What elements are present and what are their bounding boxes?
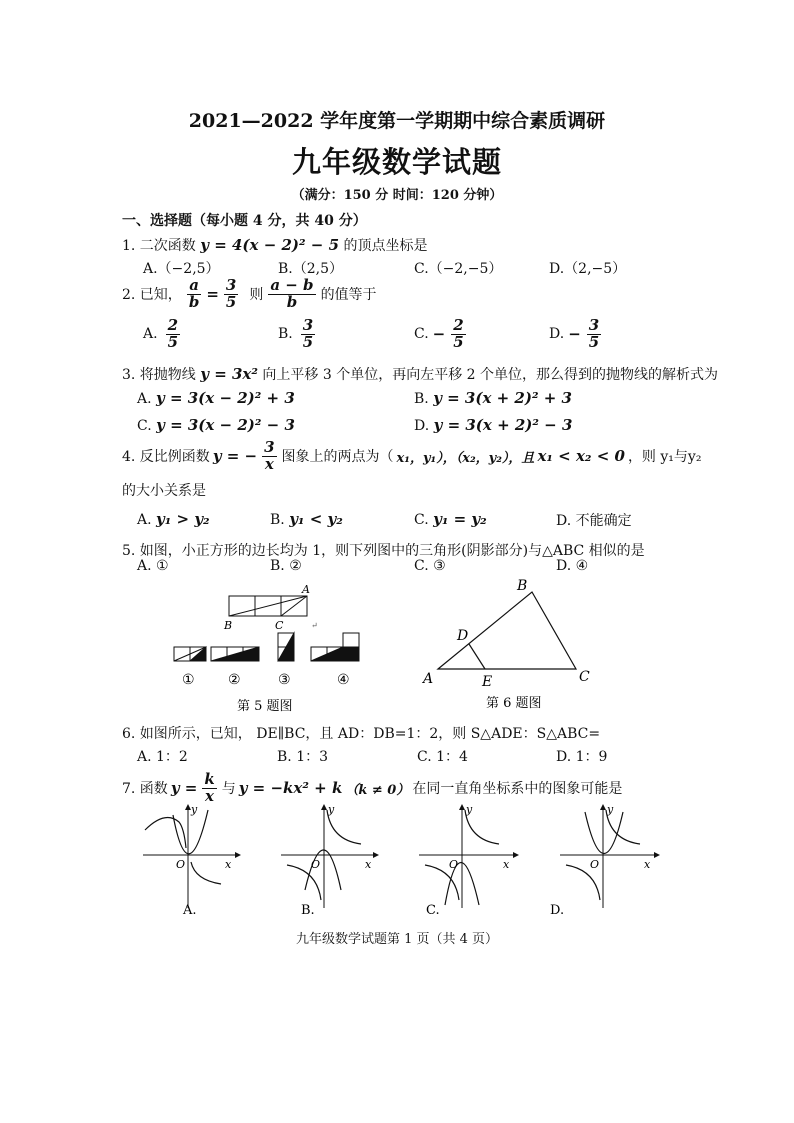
- q6-caption: 第 6 题图: [486, 696, 542, 711]
- q4-stem-post: ，则 y₁与y₂: [627, 449, 702, 466]
- q2-frac-35: [224, 278, 238, 311]
- q2-stem-post: 的值等于: [320, 287, 377, 304]
- q2-frac-35-den: 5: [225, 292, 237, 311]
- q2-option-a-num: 2: [167, 316, 178, 334]
- q7-b-label: B.: [301, 903, 315, 918]
- q5-option-figure-4: [311, 633, 359, 661]
- q4-stem-mid: 图象上的两点为（: [281, 449, 394, 466]
- q7-frac-den: x: [205, 786, 214, 805]
- q7-b-origin: O: [311, 858, 321, 871]
- q5-circled-2: ②: [228, 672, 241, 688]
- q5-option-d[interactable]: D. ④: [556, 558, 589, 574]
- q2-option-a-frac: [166, 318, 180, 351]
- q4-frac-den: x: [264, 454, 274, 473]
- q5-circled-1: ①: [182, 672, 195, 688]
- q5-fig4-top: [343, 633, 359, 647]
- q2-option-a-label: A.: [143, 326, 158, 343]
- q7-b-x-label: x: [365, 858, 372, 871]
- q3-stem-post: 向上平移 3 个单位，再向左平移 2 个单位，那么得到的抛物线的解析式为: [262, 367, 719, 383]
- q4-option-c-label: C.: [414, 512, 429, 528]
- q2-option-c-label: C.: [414, 326, 429, 343]
- q2-frac-target: [268, 278, 315, 311]
- q2-frac-35-num: 3: [225, 276, 237, 294]
- q3-option-c[interactable]: [137, 416, 295, 434]
- q7-formula-pre: y =: [170, 779, 198, 798]
- exam-subject-title: 九年级数学试题: [291, 145, 502, 179]
- question-6-stem: 6. 如图所示，已知， DE∥BC，且 AD：DB=1：2，则 S△ADE：S△ABC=: [122, 726, 601, 742]
- q2-option-a-den: 5: [167, 332, 178, 351]
- q7-a-x-label: x: [225, 858, 232, 871]
- q3-option-b-formula: y = 3(x + 2)² + 3: [433, 389, 572, 407]
- q5-option-a[interactable]: A. ①: [137, 558, 169, 574]
- q3-option-b[interactable]: [414, 389, 572, 407]
- q6-label-b: B: [517, 578, 528, 594]
- q3-option-d-formula: y = 3(x + 2)² − 3: [433, 416, 573, 434]
- q2-option-b-den: 5: [302, 332, 314, 351]
- q2-frac-ab-num: a: [189, 276, 199, 294]
- q7-d-y-label: y: [607, 803, 614, 816]
- exam-info: （满分：150 分 时间：120 分钟）: [291, 188, 503, 203]
- q4-stem-pre: 4. 反比例函数: [122, 449, 210, 466]
- q7-a-label: A.: [183, 903, 197, 918]
- q4-option-c-formula: y₁ = y₂: [433, 510, 487, 528]
- q5-option-b[interactable]: B. ②: [270, 558, 302, 574]
- q2-stem-pre: 2. 已知，: [122, 287, 182, 304]
- q3-formula: y = 3x²: [200, 365, 258, 383]
- q3-option-d[interactable]: [414, 416, 572, 434]
- question-1-stem: [122, 235, 428, 255]
- q4-frac-num: 3: [264, 438, 275, 456]
- q5-ab-line: [229, 596, 307, 616]
- q6-label-a: A: [423, 671, 434, 687]
- q1-formula: y = 4(x − 2)² − 5: [200, 236, 340, 254]
- q2-option-b-num: 3: [302, 316, 314, 334]
- q7-graph-d[interactable]: [550, 803, 659, 918]
- q2-eq: =: [206, 285, 219, 304]
- q2-option-c-frac: [451, 318, 465, 351]
- q7-c-x-label: x: [503, 858, 510, 871]
- q4-option-c[interactable]: [414, 510, 487, 528]
- q2-frac-ab-den: b: [188, 292, 200, 311]
- q1-option-b[interactable]: B.（2,5）: [278, 261, 344, 277]
- q2-frac-target-den: b: [286, 292, 298, 311]
- q5-fig1-shade: [190, 647, 206, 661]
- q5-fig2-shade: [211, 647, 259, 661]
- q6-option-d[interactable]: D. 1：9: [556, 749, 608, 765]
- q4-option-d-text: 不能确定: [575, 513, 632, 529]
- q7-a-origin: O: [176, 858, 186, 871]
- q7-d-label: D.: [550, 903, 565, 918]
- q7-c-y-label: y: [466, 803, 473, 816]
- section-heading: 一、选择题（每小题 4 分，共 40 分）: [122, 213, 367, 229]
- q2-mid: 则: [249, 287, 264, 304]
- q7-b-y-label: y: [328, 803, 335, 816]
- q4-option-b-label: B.: [270, 512, 285, 528]
- q2-frac-target-num: a − b: [270, 276, 314, 294]
- q7-frac-num: k: [204, 770, 215, 788]
- q4-option-a[interactable]: [137, 510, 210, 528]
- q4-option-b-formula: y₁ < y₂: [289, 510, 343, 528]
- q4-points: x₁，y₁），（x₂，y₂），且: [396, 450, 535, 466]
- q5-option-figure-3: [278, 633, 294, 661]
- q2-option-c[interactable]: [414, 318, 468, 351]
- q2-option-b-frac: [301, 318, 315, 351]
- q1-option-c[interactable]: C.（−2,−5）: [414, 261, 503, 277]
- q4-condition: x₁ < x₂ < 0: [537, 447, 625, 466]
- q2-option-c-den: 5: [453, 332, 464, 351]
- q5-option-c[interactable]: C. ③: [414, 558, 446, 574]
- q5-return-mark: ↵: [311, 621, 318, 630]
- q7-c-label: C.: [426, 903, 440, 918]
- question-4-stem: [122, 440, 701, 473]
- q7-condition: （k ≠ 0）: [345, 782, 410, 798]
- q6-label-c: C: [579, 669, 590, 685]
- q5-label-b: B: [224, 619, 233, 632]
- exam-title: 2021—2022 学年度第一学期期中综合素质调研: [188, 110, 606, 132]
- q1-stem-post: 的顶点坐标是: [343, 238, 428, 254]
- q1-option-d[interactable]: D.（2,−5）: [549, 261, 627, 277]
- q7-graph-b[interactable]: [281, 803, 378, 918]
- q3-option-d-label: D.: [414, 418, 430, 434]
- q7-stem-pre: 7. 函数: [122, 781, 168, 798]
- q2-option-c-num: 2: [453, 316, 464, 334]
- q6-segment-de: [469, 644, 485, 669]
- question-5-stem: 5. 如图，小正方形的边长均为 1，则下列图中的三角形(阴影部分)与△ABC 相似的是: [122, 543, 645, 559]
- q2-option-c-sign: −: [432, 325, 446, 344]
- q7-a-parabola: [173, 810, 208, 854]
- q7-d-origin: O: [590, 858, 600, 871]
- q5-abc-grid: [229, 596, 307, 616]
- question-3-stem: [122, 364, 718, 384]
- q3-option-a-label: A.: [137, 391, 152, 407]
- q3-option-c-label: C.: [137, 418, 152, 434]
- q2-option-d-label: D.: [549, 326, 565, 343]
- q1-stem-pre: 1. 二次函数: [122, 238, 196, 254]
- q6-figure: [418, 575, 608, 715]
- q2-option-d[interactable]: [549, 318, 603, 351]
- q3-option-a[interactable]: [137, 389, 295, 407]
- q2-option-d-den: 5: [588, 332, 600, 351]
- q6-label-d: D: [457, 628, 469, 644]
- q2-option-b-label: B.: [278, 326, 293, 343]
- q7-stem-post: 在同一直角坐标系中的图象可能是: [412, 781, 623, 798]
- q4-option-b[interactable]: [270, 510, 343, 528]
- q2-option-d-frac: [587, 318, 601, 351]
- q2-frac-ab: [187, 278, 202, 311]
- q5-fig4-shade: [311, 647, 359, 661]
- question-2-stem: [122, 278, 377, 311]
- q5-option-figure-2: [211, 647, 259, 661]
- q7-c-origin: O: [449, 858, 459, 871]
- q5-label-c: C: [275, 619, 284, 632]
- q7-a-y-label: y: [191, 803, 198, 816]
- q4-option-d[interactable]: [556, 510, 632, 530]
- q2-option-b[interactable]: [278, 318, 317, 351]
- q7-a-hyperbola-right: [191, 862, 221, 884]
- q7-formula2: y = −kx² + k: [238, 779, 343, 798]
- q2-option-a[interactable]: [143, 318, 182, 351]
- q2-option-d-num: 3: [588, 316, 600, 334]
- q3-option-b-label: B.: [414, 391, 429, 407]
- page-footer: 九年级数学试题第 1 页（共 4 页）: [295, 932, 499, 947]
- q5-caption: 第 5 题图: [237, 699, 293, 714]
- q5-label-a: A: [302, 583, 310, 596]
- q3-option-a-formula: y = 3(x − 2)² + 3: [156, 389, 295, 407]
- q5-option-figure-1: [174, 647, 206, 661]
- q1-option-a[interactable]: A.（−2,5）: [143, 261, 220, 277]
- q7-graph-c[interactable]: [419, 803, 518, 918]
- q5-circled-4: ④: [337, 672, 350, 688]
- q4-option-d-label: D.: [556, 513, 572, 529]
- q7-d-x-label: x: [644, 858, 651, 871]
- q4-stem-line2: 的大小关系是: [122, 483, 206, 499]
- q6-option-a[interactable]: A. 1：2: [137, 749, 188, 765]
- q4-option-a-label: A.: [137, 512, 152, 528]
- q2-option-d-sign: −: [568, 325, 581, 344]
- q7-graph-a[interactable]: [143, 803, 240, 918]
- q3-stem-pre: 3. 将抛物线: [122, 367, 196, 383]
- q7-graphs: [135, 800, 670, 922]
- q6-option-c[interactable]: C. 1：4: [417, 749, 468, 765]
- q7-stem-mid: 与: [221, 781, 236, 798]
- q3-option-c-formula: y = 3(x − 2)² − 3: [156, 416, 295, 434]
- q4-formula-pre: y = −: [212, 447, 258, 466]
- q6-option-b[interactable]: B. 1：3: [277, 749, 329, 765]
- q4-frac: [262, 440, 276, 473]
- q4-option-a-formula: y₁ > y₂: [156, 510, 210, 528]
- q5-figure: [165, 580, 375, 715]
- q5-circled-3: ③: [278, 672, 291, 688]
- q7-d-parabola: [585, 812, 623, 854]
- q6-label-e: E: [482, 674, 493, 690]
